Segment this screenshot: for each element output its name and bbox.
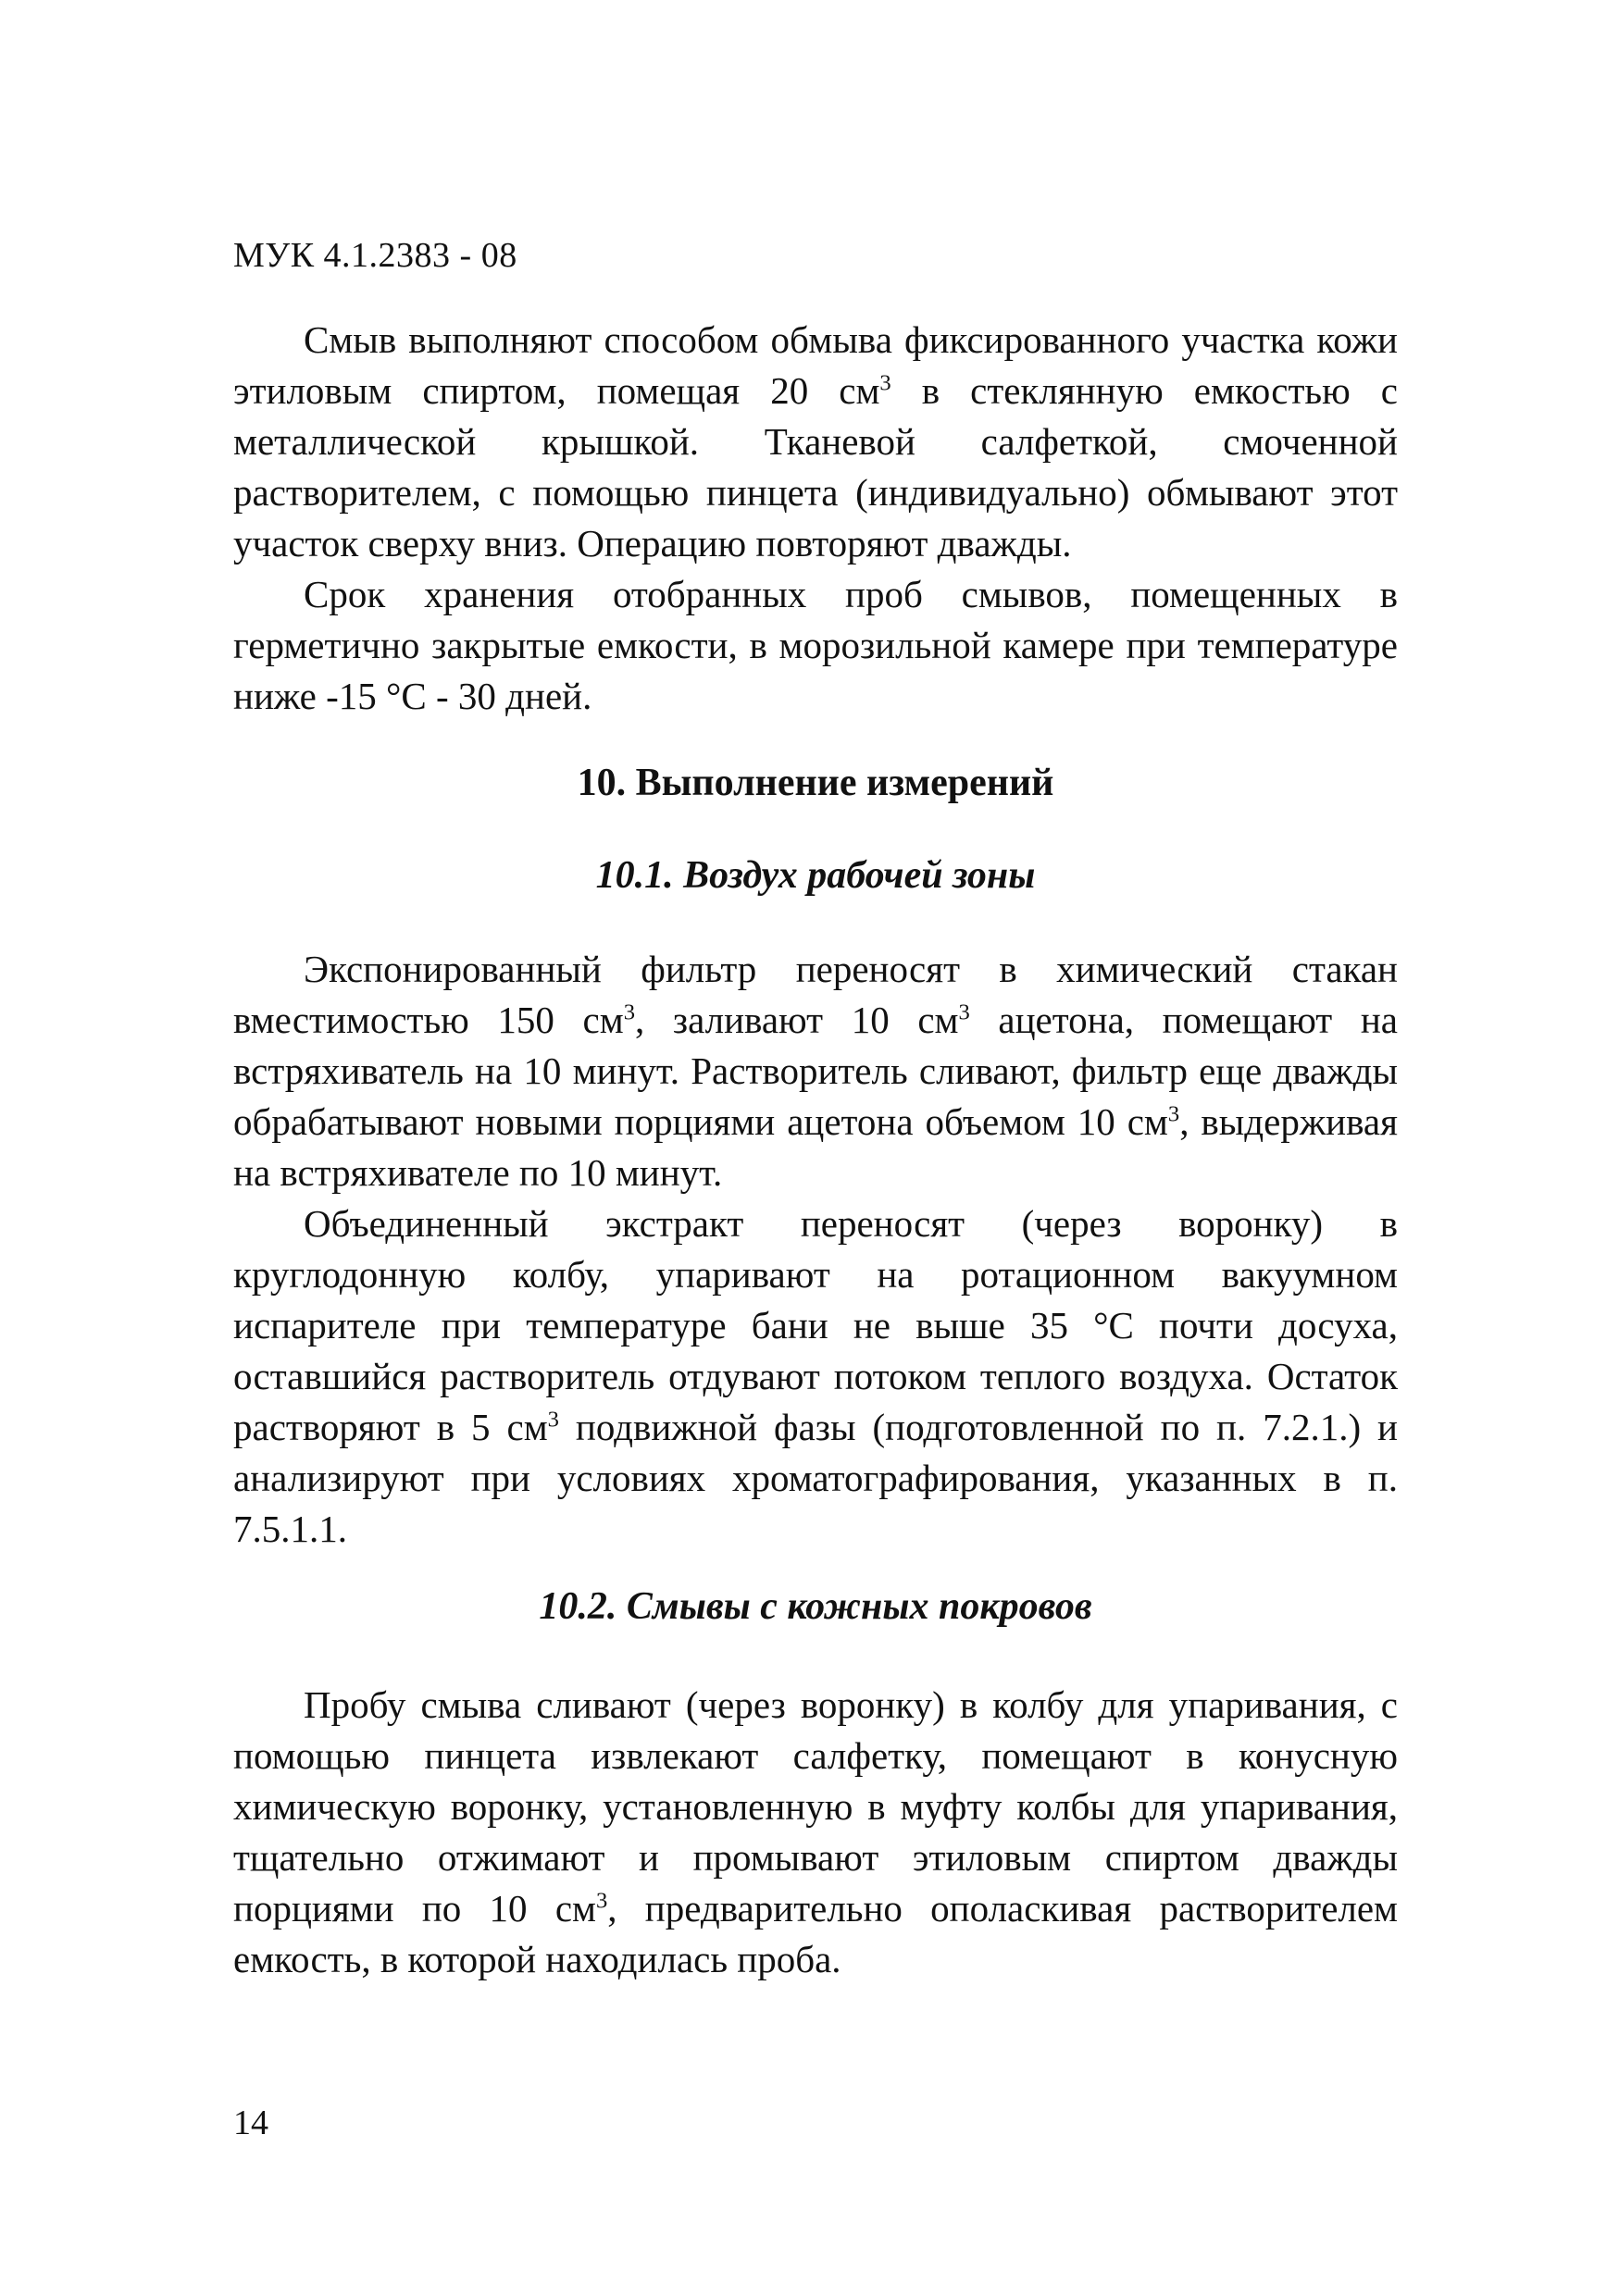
paragraph-skin-wash: Пробу смыва сливают (через воронку) в колбу для упаривания, с помощью пинцета извлекают салфетку, помещают в конусную химическую воронку, установленную в муфту колбы для упаривания, тщательно отжимают и промывают этиловым спиртом дважды порциями по 10 $см^3$, предварительно ополаскивая растворителем емкость, в которой находилась проба. [233, 1683, 1398, 1980]
subsection-title-air: 10.1. Воздух рабочей зоны [595, 854, 1036, 897]
air-text [233, 944, 1398, 1555]
running-header: МУК 4.1.2383 - 08 [233, 236, 517, 275]
section-title: 10. Выполнение измерений [577, 762, 1054, 804]
page-number: 14 [233, 2104, 268, 2142]
skin-text [233, 1680, 1398, 1985]
paragraph-wash-method: Смыв выполняют способом обмыва фиксированного участка кожи этиловым спиртом, помещая 20 $см^3$ в стеклянную емкостью с металлической крышкой. Тканевой салфеткой, смоченной растворителем, с помощью пинцета (индивидуально) обмывают этот участок сверху вниз. Операцию повторяют дважды. [233, 318, 1398, 565]
paragraph-evaporation: Объединенный экстракт переносят (через воронку) в круглодонную колбу, упаривают на ротационном вакуумном испарителе при температуре бани не выше 35 °С почти досуха, оставшийся растворитель отдувают потоком теплого воздуха. Остаток растворяют в 5 $см^3$ подвижной фазы (подготовленной по п. 7.2.1.) и анализируют при условиях хроматографирования, указанных в п. 7.5.1.1. [233, 1202, 1399, 1550]
paragraph-storage: Срок хранения отобранных проб смывов, помещенных в герметично закрытые емкости, в морозильной камере при температуре ниже -15 °С - 30 дней. [233, 573, 1398, 717]
subsection-title-skin: 10.2. Смывы с кожных покровов [539, 1585, 1092, 1628]
intro-text [233, 315, 1398, 722]
paragraph-filter-extraction: Экспонированный фильтр переносят в химический стакан вместимостью 150 $см^3$, заливают 10 $см^3$ ацетона, помещают на встряхиватель на 10 минут. Растворитель сливают, фильтр еще дважды обрабатывают новыми порциями ацетона объемом 10 $см^3$, выдерживая на встряхивателе по 10 минут. [233, 948, 1399, 1194]
